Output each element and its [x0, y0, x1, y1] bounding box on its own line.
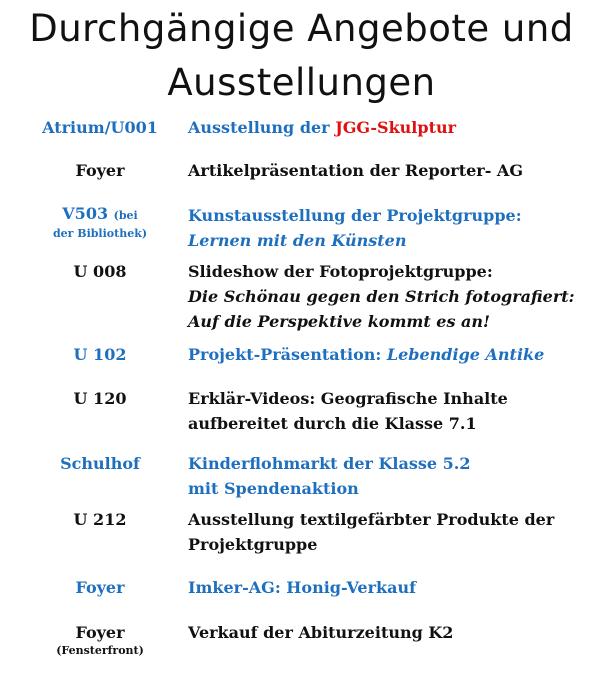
description-line-italic: Auf die Perspektive kommt es an! [188, 312, 491, 331]
entry-location: Schulhof [60, 454, 140, 473]
page-title [0, 2, 603, 110]
description-line: Verkauf der Abiturzeitung K2 [188, 623, 454, 642]
description-line: Ausstellung textilgefärbter Produkte der [188, 510, 555, 529]
entry-description [188, 451, 600, 501]
entry-description [188, 386, 600, 436]
description-italic: Lebendige Antike [386, 345, 545, 364]
entry-location: U 212 [73, 510, 127, 529]
location-name: Foyer [75, 623, 125, 642]
description-line: Slideshow der Fotoprojektgruppe: [188, 262, 493, 281]
description-line-italic: Lernen mit den Künsten [188, 231, 407, 250]
entry-description [188, 620, 600, 645]
description-text: Projekt-Präsentation: [188, 345, 387, 364]
entry-description [188, 342, 600, 367]
location-note: (bei [113, 209, 138, 222]
location-note-sub: der Bibliothek) [52, 227, 148, 240]
description-line: Erklär-Videos: Geografische Inhalte [188, 389, 508, 408]
title-line-2: Ausstellungen [167, 61, 436, 104]
entry-location: Foyer [75, 578, 125, 597]
entry-location: U 102 [73, 345, 127, 364]
location-name: V503 [62, 204, 109, 223]
entry-location: Atrium/U001 [42, 118, 158, 137]
entry-description [188, 203, 600, 253]
entry-description [188, 158, 600, 183]
description-line: Projektgruppe [188, 535, 318, 554]
entry-location: U 008 [73, 262, 127, 281]
description-line: Artikelpräsentation der Reporter- AG [188, 161, 523, 180]
description-highlight: JGG-Skulptur [335, 118, 457, 137]
description-line-italic: Die Schönau gegen den Strich fotografiert: [188, 287, 575, 306]
entry-location: U 120 [73, 389, 127, 408]
entry-location: Foyer [75, 161, 125, 180]
entry-location [10, 620, 190, 658]
entry-description [188, 575, 600, 600]
description-line: mit Spendenaktion [188, 479, 359, 498]
location-sub: (Fensterfront) [56, 644, 144, 657]
entry-location [10, 203, 190, 241]
description-line: Kinderflohmarkt der Klasse 5.2 [188, 454, 471, 473]
title-line-1: Durchgängige Angebote und [29, 7, 574, 50]
entry-description [188, 259, 600, 334]
entry-description [188, 115, 600, 140]
entry-description [188, 507, 600, 557]
description-text: Ausstellung der [188, 118, 336, 137]
description-line: Imker-AG: Honig-Verkauf [188, 578, 416, 597]
description-line: aufbereitet durch die Klasse 7.1 [188, 414, 477, 433]
description-line: Kunstausstellung der Projektgruppe: [188, 206, 522, 225]
